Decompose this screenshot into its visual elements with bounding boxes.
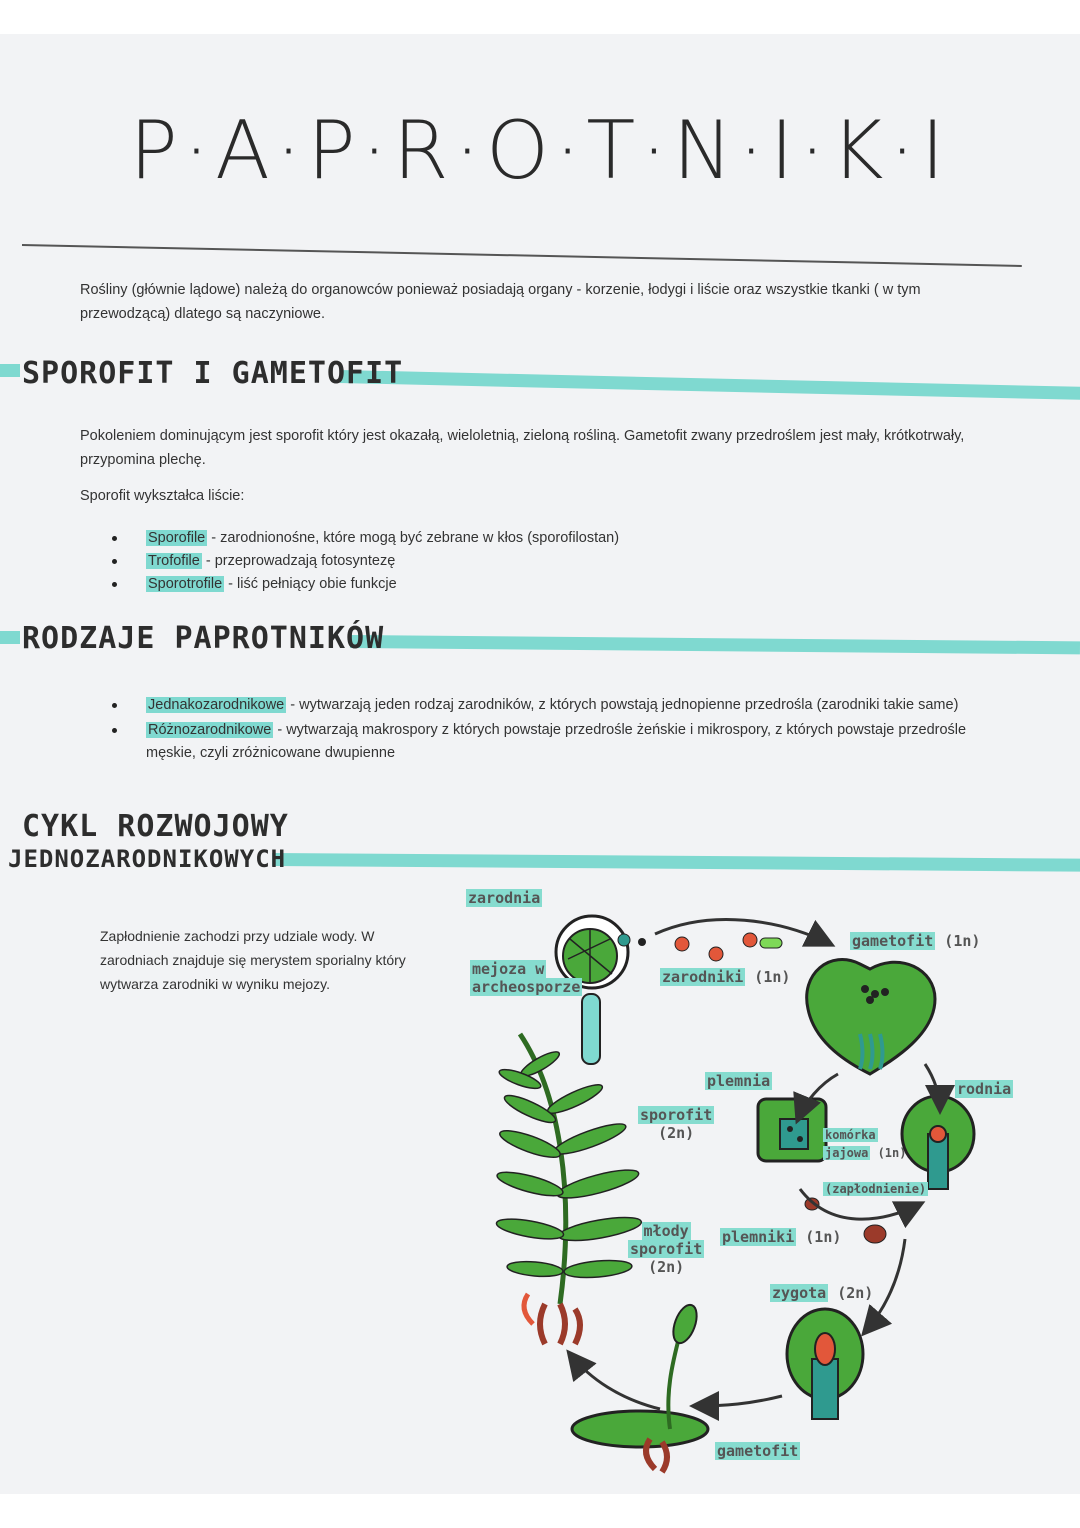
term-description: - wytwarzają jeden rodzaj zarodników, z których powstają jednopienne przedrośla (zarodniki takie same) xyxy=(286,697,959,713)
label-plemniki: plemniki (1n) xyxy=(722,1228,842,1246)
young-sporophyte-drawing xyxy=(572,1302,708,1472)
notebook-page xyxy=(0,34,1080,1494)
label-komorka-jajowa: komórka jajowa (1n) xyxy=(825,1128,907,1160)
gametophyte-heart-drawing xyxy=(807,960,935,1074)
label-zygota: zygota (2n) xyxy=(772,1284,874,1302)
section-heading-line1: CYKL ROZWOJOWY xyxy=(22,809,289,844)
section-heading: SPOROFIT I GAMETOFIT xyxy=(22,356,404,391)
leaves-intro: Sporofit wykształca liście: xyxy=(80,488,245,504)
life-cycle-diagram xyxy=(0,34,1080,1494)
term-highlight: Trofofile xyxy=(148,553,200,569)
label-plemnia: plemnia xyxy=(707,1072,771,1090)
term-description: - wytwarzają makrospory z których powstaje przedrośle żeńskie i mikrospory, z których powstaje przedrośle męskie, czyli zróżnicowane dwupienne xyxy=(146,722,967,761)
term-highlight: Sporotrofile xyxy=(148,576,223,592)
cycle-paragraph: Zapłodnienie zachodzi przy udziale wody. W zarodniach znajduje się merystem sporialny który wytwarza zarodniki w wyniku mejozy. xyxy=(100,928,406,992)
term-description: - zarodnionośne, które mogą być zebrane w kłos (sporofilostan) xyxy=(207,530,620,546)
label-gametofit-bottom: gametofit xyxy=(717,1442,799,1460)
term-description: - przeprowadzają fotosyntezę xyxy=(201,553,396,569)
label-sporofit: sporofit (2n) xyxy=(640,1106,713,1142)
label-mlody-sporofit: młody sporofit (2n) xyxy=(630,1222,703,1276)
label-zarodnia: zarodnia xyxy=(468,889,541,907)
fern-sporophyte-drawing xyxy=(495,1034,643,1344)
term-description: - liść pełniący obie funkcje xyxy=(224,576,397,592)
zygote-drawing xyxy=(787,1309,863,1419)
label-zaplodnienie: (zapłodnienie) xyxy=(825,1182,927,1196)
term-highlight: Sporofile xyxy=(148,530,206,546)
label-rodnia: rodnia xyxy=(957,1080,1012,1098)
term-highlight: Jednakozarodnikowe xyxy=(148,697,285,713)
sporofit-paragraph: Pokoleniem dominującym jest sporofit który jest okazałą, wieloletnią, zieloną rośliną. Gametofit zwany przedroślem jest mały, krótkotrwały, przypomina plechę. xyxy=(80,428,965,468)
intro-paragraph: Rośliny (głównie lądowe) należą do organowców ponieważ posiadają organy - korzenie, łodygi i liście oraz wszystkie tkanki ( w tym przewodzącą) dlatego są naczyniowe. xyxy=(80,282,921,322)
spores-drawing xyxy=(638,933,782,961)
antheridium-drawing xyxy=(758,1099,826,1161)
section-heading-line2: JEDNOZARODNIKOWYCH xyxy=(8,845,287,873)
archegonium-drawing xyxy=(902,1096,974,1189)
term-highlight: Różnozarodnikowe xyxy=(148,722,272,738)
section-heading: RODZAJE PAPROTNIKÓW xyxy=(22,621,385,656)
label-mejoza: mejoza w archeosporze xyxy=(472,960,581,996)
page-title: P·A·P·R·O·T·N·I·K·I xyxy=(129,104,951,197)
label-zarodniki: zarodniki (1n) xyxy=(662,968,791,986)
label-gametofit-top: gametofit (1n) xyxy=(852,932,981,950)
